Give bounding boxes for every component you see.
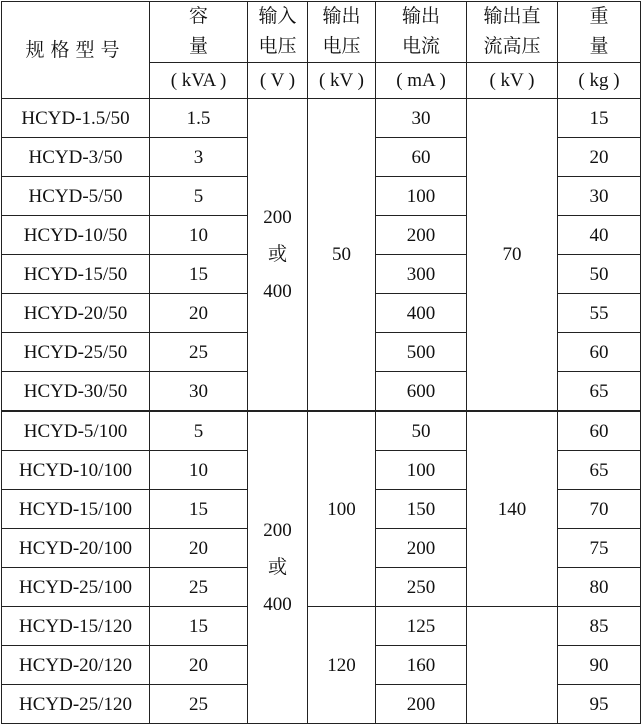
- spec-table: [1, 1, 641, 724]
- cell-model: HCYD-20/100: [2, 529, 150, 568]
- cell-model: HCYD-25/100: [2, 568, 150, 607]
- cell-weight: 60: [558, 411, 641, 451]
- cell-current: 400: [376, 294, 467, 333]
- cell-model: HCYD-5/50: [2, 177, 150, 216]
- cell-model: HCYD-3/50: [2, 138, 150, 177]
- header-output-current: 输出 电流: [376, 2, 467, 63]
- cell-model: HCYD-15/120: [2, 607, 150, 646]
- cell-weight: 90: [558, 646, 641, 685]
- header-capacity: 容 量: [150, 2, 248, 63]
- cell-model: HCYD-20/50: [2, 294, 150, 333]
- cell-current: 150: [376, 490, 467, 529]
- cell-dc-high-voltage-group-100: 140: [467, 411, 558, 607]
- unit-capacity: ( kVA ): [150, 63, 248, 99]
- cell-capacity: 20: [150, 646, 248, 685]
- cell-capacity: 20: [150, 529, 248, 568]
- cell-output-voltage-group-100: 100: [308, 411, 376, 607]
- cell-weight: 65: [558, 451, 641, 490]
- cell-capacity: 30: [150, 372, 248, 412]
- cell-current: 600: [376, 372, 467, 412]
- cell-model: HCYD-10/100: [2, 451, 150, 490]
- unit-output-current: ( mA ): [376, 63, 467, 99]
- cell-capacity: 25: [150, 685, 248, 724]
- table-row: [2, 411, 641, 451]
- cell-current: 500: [376, 333, 467, 372]
- unit-input-voltage: ( V ): [248, 63, 308, 99]
- cell-model: HCYD-5/100: [2, 411, 150, 451]
- cell-model: HCYD-30/50: [2, 372, 150, 412]
- cell-capacity: 15: [150, 255, 248, 294]
- cell-current: 30: [376, 99, 467, 138]
- cell-current: 125: [376, 607, 467, 646]
- cell-output-voltage-group-50: 50: [308, 99, 376, 412]
- cell-current: 200: [376, 685, 467, 724]
- cell-capacity: 15: [150, 490, 248, 529]
- table-row: [2, 99, 641, 138]
- header-weight: 重 量: [558, 2, 641, 63]
- cell-current: 300: [376, 255, 467, 294]
- header-row: [2, 2, 641, 63]
- cell-current: 200: [376, 216, 467, 255]
- cell-capacity: 25: [150, 568, 248, 607]
- cell-capacity: 10: [150, 216, 248, 255]
- header-input-voltage: 输入 电压: [248, 2, 308, 63]
- cell-model: HCYD-15/50: [2, 255, 150, 294]
- cell-capacity: 20: [150, 294, 248, 333]
- cell-weight: 30: [558, 177, 641, 216]
- cell-capacity: 10: [150, 451, 248, 490]
- unit-dc-high-voltage: ( kV ): [467, 63, 558, 99]
- cell-capacity: 5: [150, 411, 248, 451]
- unit-output-voltage: ( kV ): [308, 63, 376, 99]
- cell-weight: 75: [558, 529, 641, 568]
- unit-weight: ( kg ): [558, 63, 641, 99]
- cell-weight: 55: [558, 294, 641, 333]
- cell-weight: 70: [558, 490, 641, 529]
- cell-capacity: 15: [150, 607, 248, 646]
- cell-weight: 40: [558, 216, 641, 255]
- cell-weight: 80: [558, 568, 641, 607]
- cell-current: 50: [376, 411, 467, 451]
- cell-current: 250: [376, 568, 467, 607]
- cell-capacity: 1.5: [150, 99, 248, 138]
- cell-current: 60: [376, 138, 467, 177]
- cell-current: 160: [376, 646, 467, 685]
- cell-dc-high-voltage-group-50: 70: [467, 99, 558, 412]
- cell-weight: 15: [558, 99, 641, 138]
- cell-model: HCYD-20/120: [2, 646, 150, 685]
- cell-model: HCYD-10/50: [2, 216, 150, 255]
- cell-model: HCYD-15/100: [2, 490, 150, 529]
- cell-weight: 85: [558, 607, 641, 646]
- cell-weight: 95: [558, 685, 641, 724]
- cell-capacity: 5: [150, 177, 248, 216]
- cell-weight: 65: [558, 372, 641, 412]
- cell-model: HCYD-1.5/50: [2, 99, 150, 138]
- cell-capacity: 3: [150, 138, 248, 177]
- cell-model: HCYD-25/50: [2, 333, 150, 372]
- header-output-voltage: 输出 电压: [308, 2, 376, 63]
- cell-current: 100: [376, 451, 467, 490]
- cell-weight: 20: [558, 138, 641, 177]
- cell-weight: 60: [558, 333, 641, 372]
- cell-current: 200: [376, 529, 467, 568]
- cell-input-voltage-group-100: 200 或 400: [248, 411, 308, 724]
- cell-output-voltage-group-120: 120: [308, 607, 376, 724]
- cell-capacity: 25: [150, 333, 248, 372]
- cell-input-voltage-group-50: 200 或 400: [248, 99, 308, 412]
- cell-dc-high-voltage-group-120: [467, 607, 558, 724]
- cell-model: HCYD-25/120: [2, 685, 150, 724]
- header-spec-model: 规格型号: [2, 2, 150, 99]
- cell-weight: 50: [558, 255, 641, 294]
- table-row: [2, 607, 641, 646]
- header-dc-high-voltage: 输出直 流高压: [467, 2, 558, 63]
- cell-current: 100: [376, 177, 467, 216]
